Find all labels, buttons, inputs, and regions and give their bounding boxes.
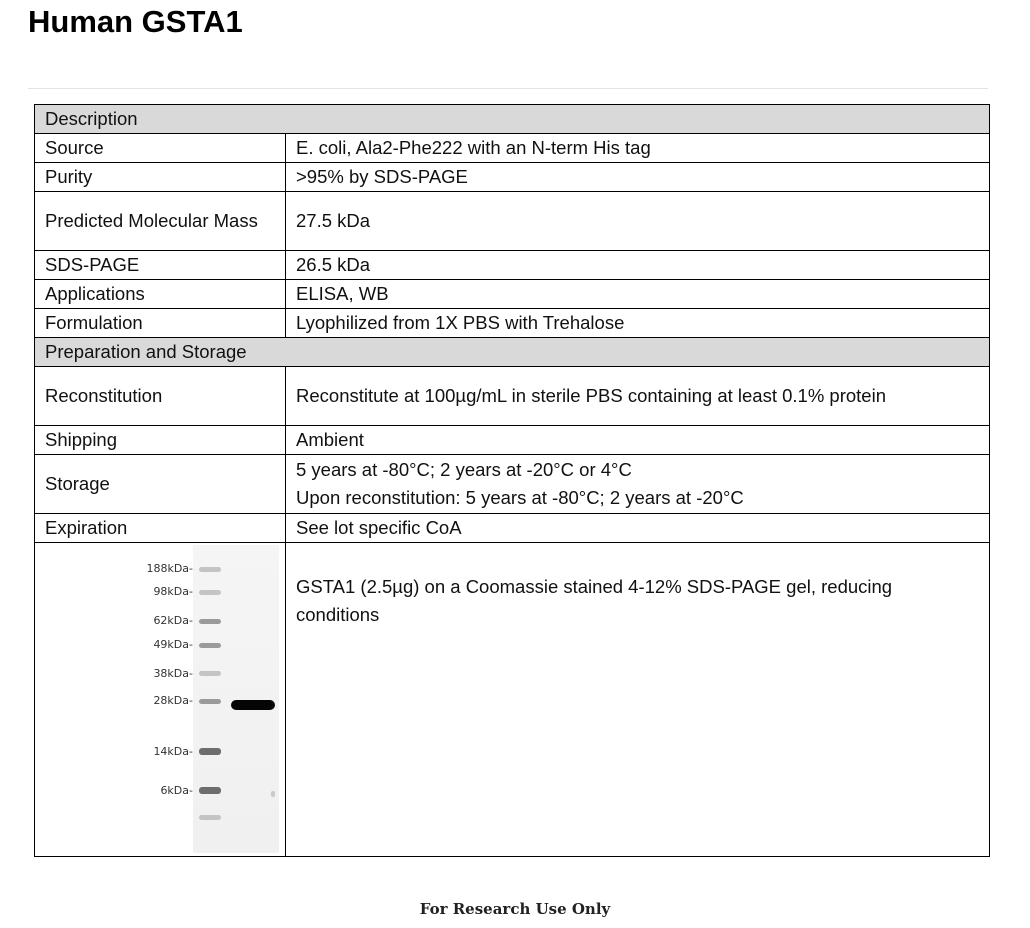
- footer-note: For Research Use Only: [419, 900, 611, 918]
- marker-label: 14kDa-: [153, 745, 193, 758]
- table-row: [35, 280, 990, 309]
- table-row: [35, 367, 990, 426]
- row-label: Purity: [35, 163, 286, 192]
- row-label: SDS-PAGE: [35, 251, 286, 280]
- row-value: See lot specific CoA: [286, 514, 990, 543]
- table-row: [35, 514, 990, 543]
- marker-label: 38kDa-: [153, 667, 193, 680]
- row-label: Reconstitution: [35, 367, 286, 426]
- row-value: 27.5 kDa: [286, 192, 990, 251]
- table-row: [35, 309, 990, 338]
- row-value: Reconstitute at 100µg/mL in sterile PBS containing at least 0.1% protein: [286, 367, 990, 426]
- row-value: 26.5 kDa: [286, 251, 990, 280]
- section-header-description: [35, 105, 990, 134]
- marker-label: 28kDa-: [153, 694, 193, 707]
- marker-label: 49kDa-: [153, 638, 193, 651]
- ladder-band: [199, 590, 221, 595]
- table-row: [35, 192, 990, 251]
- gel-caption-cell: [286, 543, 990, 857]
- row-label: Predicted Molecular Mass: [35, 192, 286, 251]
- ladder-band: [199, 748, 221, 755]
- row-label: Source: [35, 134, 286, 163]
- row-value: E. coli, Ala2-Phe222 with an N-term His tag: [286, 134, 990, 163]
- row-label: Applications: [35, 280, 286, 309]
- row-value: >95% by SDS-PAGE: [286, 163, 990, 192]
- section-title: Description: [35, 105, 990, 134]
- title-divider: [28, 88, 988, 89]
- gel-speck: [271, 791, 275, 797]
- marker-label: 188kDa-: [146, 562, 193, 575]
- section-header-preparation: [35, 338, 990, 367]
- table-row: [35, 163, 990, 192]
- table-row: [35, 455, 990, 514]
- table-row: [35, 251, 990, 280]
- ladder-band: [199, 643, 221, 648]
- table-row: [35, 134, 990, 163]
- page-title: Human GSTA1: [28, 4, 243, 39]
- row-label: Formulation: [35, 309, 286, 338]
- gel-image-cell: [35, 543, 286, 857]
- row-label: Expiration: [35, 514, 286, 543]
- ladder-band: [199, 671, 221, 676]
- gsta1-protein-band: [231, 700, 275, 710]
- ladder-band: [199, 567, 221, 572]
- marker-label: 62kDa-: [153, 614, 193, 627]
- row-label: Storage: [35, 455, 286, 514]
- row-label: Shipping: [35, 426, 286, 455]
- row-value: ELISA, WB: [286, 280, 990, 309]
- gel-image-row: [35, 543, 990, 857]
- gel-caption: GSTA1 (2.5µg) on a Coomassie stained 4-12% SDS-PAGE gel, reducing conditions: [296, 576, 893, 625]
- row-value: Lyophilized from 1X PBS with Trehalose: [286, 309, 990, 338]
- ladder-band: [199, 699, 221, 704]
- row-value: Ambient: [286, 426, 990, 455]
- row-value: [286, 455, 990, 514]
- product-spec-table: [34, 104, 990, 857]
- ladder-band: [199, 619, 221, 624]
- marker-label: 98kDa-: [153, 585, 193, 598]
- section-title: Preparation and Storage: [35, 338, 990, 367]
- ladder-band: [199, 787, 221, 794]
- ladder-band: [199, 815, 221, 820]
- marker-label: 6kDa-: [160, 784, 193, 797]
- table-row: [35, 426, 990, 455]
- storage-line-1: 5 years at -80°C; 2 years at -20°C or 4°C: [296, 459, 632, 480]
- storage-line-2: Upon reconstitution: 5 years at -80°C; 2 years at -20°C: [296, 487, 744, 508]
- sds-page-gel-image: [35, 543, 285, 856]
